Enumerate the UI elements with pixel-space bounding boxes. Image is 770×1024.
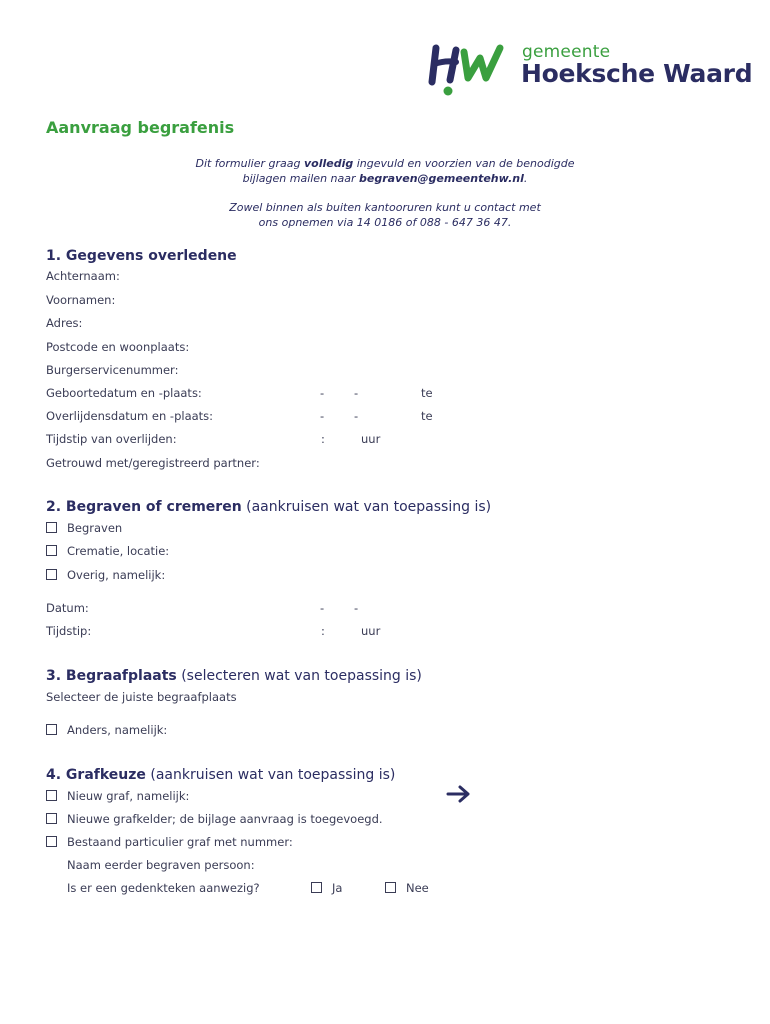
label-adres: Adres: [46,316,83,330]
hw-logo-icon [428,42,508,96]
checkbox[interactable] [46,545,57,556]
uur-label: uur [361,624,381,638]
checkbox[interactable] [46,569,57,580]
date-separator: - [354,386,359,400]
intro-line-1: Dit formulier graag volledig ingevuld en voorzien van de benodigde [195,157,575,170]
option-crematie[interactable]: Crematie, locatie: [46,544,169,558]
date-separator: - [354,409,359,423]
time-separator: : [321,624,325,638]
arrow-right-icon [446,784,472,804]
option-grafkelder[interactable]: Nieuwe grafkelder; de bijlage aanvraag is toegevoegd. [46,812,383,826]
logo-municipality-name: Hoeksche Waard [521,59,753,88]
label-geboorte: Geboortedatum en -plaats: [46,386,202,400]
begraafplaats-dropdown[interactable] [290,690,480,704]
label-gedenkteken: Is er een gedenkteken aanwezig? [67,881,260,895]
intro-line-4: ons opnemen via 14 0186 of 088 - 647 36 47. [258,216,512,229]
checkbox[interactable] [311,882,322,893]
label-overlijden: Overlijdensdatum en -plaats: [46,409,214,423]
option-anders[interactable]: Anders, namelijk: [46,723,167,737]
option-nieuw-graf[interactable]: Nieuw graf, namelijk: [46,789,189,803]
intro-line-3: Zowel binnen als buiten kantooruren kunt u contact met [229,201,541,214]
checkbox[interactable] [46,813,57,824]
graf-type-dropdown[interactable] [218,790,368,804]
checkbox[interactable] [46,724,57,735]
date-separator: - [354,601,359,615]
option-overig[interactable]: Overig, namelijk: [46,568,165,582]
logo-gemeente-text: gemeente [522,42,611,62]
email-link[interactable]: begraven@gemeentehw.nl [359,172,524,185]
label-naam-eerder: Naam eerder begraven persoon: [67,858,255,872]
label-select-begraafplaats: Selecteer de juiste begraafplaats [46,690,237,704]
label-postcode: Postcode en woonplaats: [46,340,190,354]
option-nee[interactable]: Nee [385,881,429,895]
option-ja[interactable]: Ja [311,881,342,895]
section-2-heading: 2. Begraven of cremeren (aankruisen wat van toepassing is) [46,499,492,515]
graf-option-dropdown[interactable] [476,790,576,804]
section-3-heading: 3. Begraafplaats (selecteren wat van toepassing is) [46,668,422,684]
option-begraven[interactable]: Begraven [46,521,122,535]
page-title: Aanvraag begrafenis [46,118,235,137]
label-tijdstip: Tijdstip: [46,624,92,638]
label-datum: Datum: [46,601,89,615]
date-separator: - [320,409,325,423]
label-bsn: Burgerservicenummer: [46,363,179,377]
time-separator: : [321,432,325,446]
label-achternaam: Achternaam: [46,269,120,283]
checkbox[interactable] [46,522,57,533]
checkbox[interactable] [385,882,396,893]
label-partner: Getrouwd met/geregistreerd partner: [46,456,260,470]
section-4-heading: 4. Grafkeuze (aankruisen wat van toepassing is) [46,767,396,783]
te-label: te [421,409,433,423]
date-separator: - [320,601,325,615]
label-voornamen: Voornamen: [46,293,116,307]
intro-line-2: bijlagen mailen naar begraven@gemeentehw.nl. [242,172,528,185]
checkbox[interactable] [46,836,57,847]
checkbox[interactable] [46,790,57,801]
section-1-heading: 1. Gegevens overledene [46,248,237,264]
te-label: te [421,386,433,400]
date-separator: - [320,386,325,400]
option-bestaand-graf[interactable]: Bestaand particulier graf met nummer: [46,835,293,849]
label-tijdstip-overlijden: Tijdstip van overlijden: [46,432,177,446]
uur-label: uur [361,432,381,446]
